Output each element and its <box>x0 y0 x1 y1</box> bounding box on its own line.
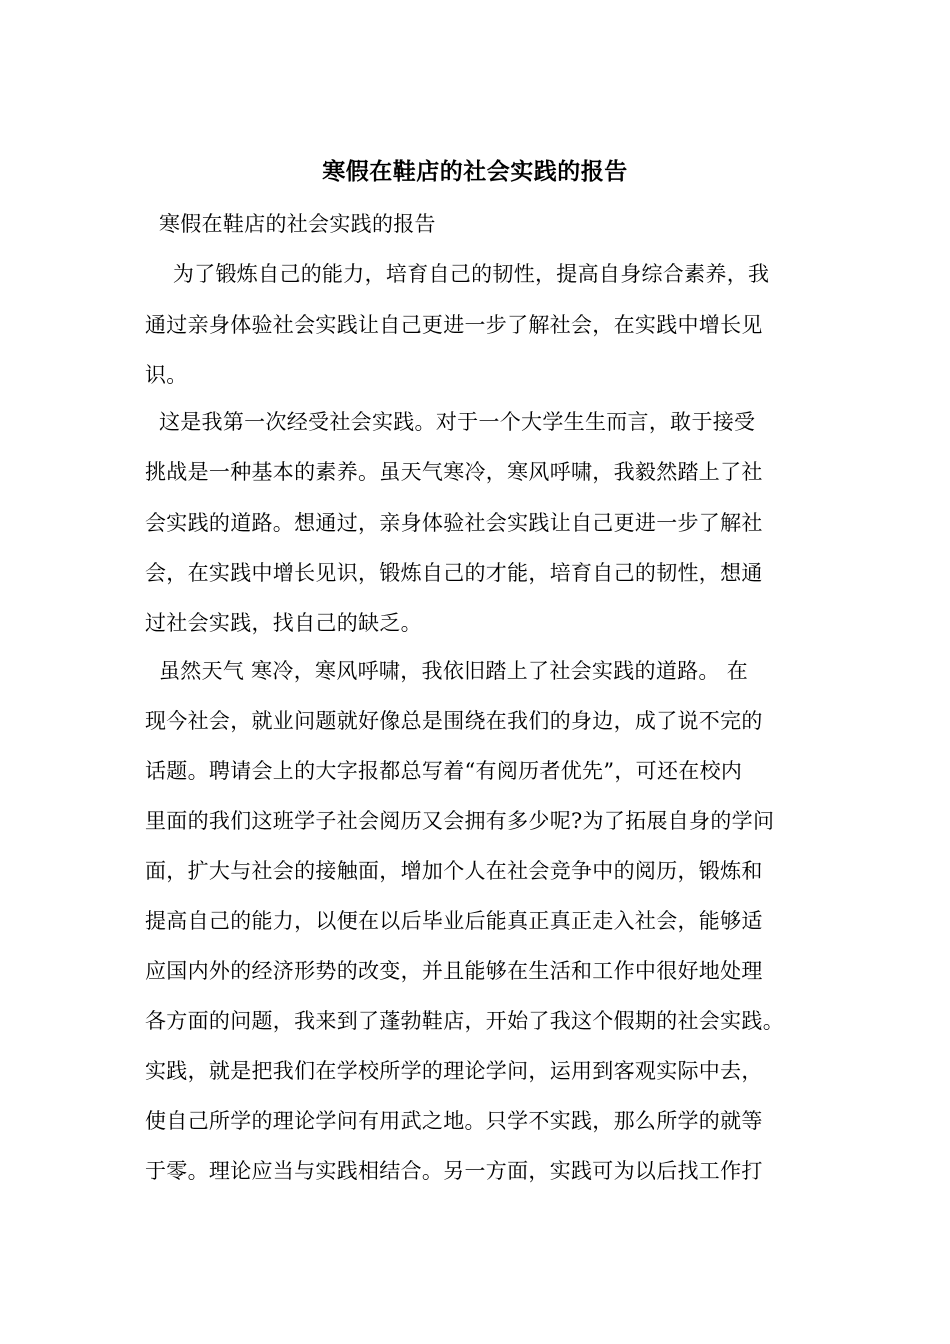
text-line: 面，扩大与社会的接触面，增加个人在社会竞争中的阅历，锻炼和 <box>145 859 763 883</box>
text-line: 为了锻炼自己的能力，培育自己的韧性，提高自身综合素养，我 <box>145 262 770 286</box>
text-line: 于零。理论应当与实践相结合。另一方面，实践可为以后找工作打 <box>145 1159 763 1183</box>
document-title: 寒假在鞋店的社会实践的报告 <box>322 158 628 185</box>
text-line: 这是我第一次经受社会实践。对于一个大学生生而言，敢于接受 <box>145 410 756 434</box>
text-line: 实践，就是把我们在学校所学的理论学问，运用到客观实际中去， <box>145 1059 763 1083</box>
text-line: 挑战是一种基本的素养。虽天气寒冷，寒风呼啸，我毅然踏上了社 <box>145 460 763 484</box>
text-line: 过社会实践，找自己的缺乏。 <box>145 611 422 635</box>
text-line: 会实践的道路。想通过，亲身体验社会实践让自己更进一步了解社 <box>145 511 763 535</box>
text-line: 各方面的问题，我来到了蓬勃鞋店，开始了我这个假期的社会实践。 <box>145 1009 784 1033</box>
text-line: 使自己所学的理论学问有用武之地。只学不实践，那么所学的就等 <box>145 1109 763 1133</box>
text-line: 现今社会，就业问题就好像总是围绕在我们的身边，成了说不完的 <box>145 709 763 733</box>
text-line: 会，在实践中增长见识，锻炼自己的才能，培育自己的韧性，想通 <box>145 561 763 585</box>
text-line: 识。 <box>145 363 188 387</box>
text-line: 寒假在鞋店的社会实践的报告 <box>145 212 436 236</box>
text-line: 里面的我们这班学子社会阅历又会拥有多少呢?为了拓展自身的学问 <box>145 809 775 833</box>
text-line: 虽然天气 寒冷，寒风呼啸，我依旧踏上了社会实践的道路。 在 <box>145 659 748 683</box>
text-line: 通过亲身体验社会实践让自己更进一步了解社会，在实践中增长见 <box>145 313 763 337</box>
text-line: 提高自己的能力，以便在以后毕业后能真正真正走入社会，能够适 <box>145 909 763 933</box>
text-line: 话题。聘请会上的大字报都总写着“有阅历者优先”，可还在校内 <box>145 759 743 783</box>
text-line: 应国内外的经济形势的改变，并且能够在生活和工作中很好地处理 <box>145 959 763 983</box>
